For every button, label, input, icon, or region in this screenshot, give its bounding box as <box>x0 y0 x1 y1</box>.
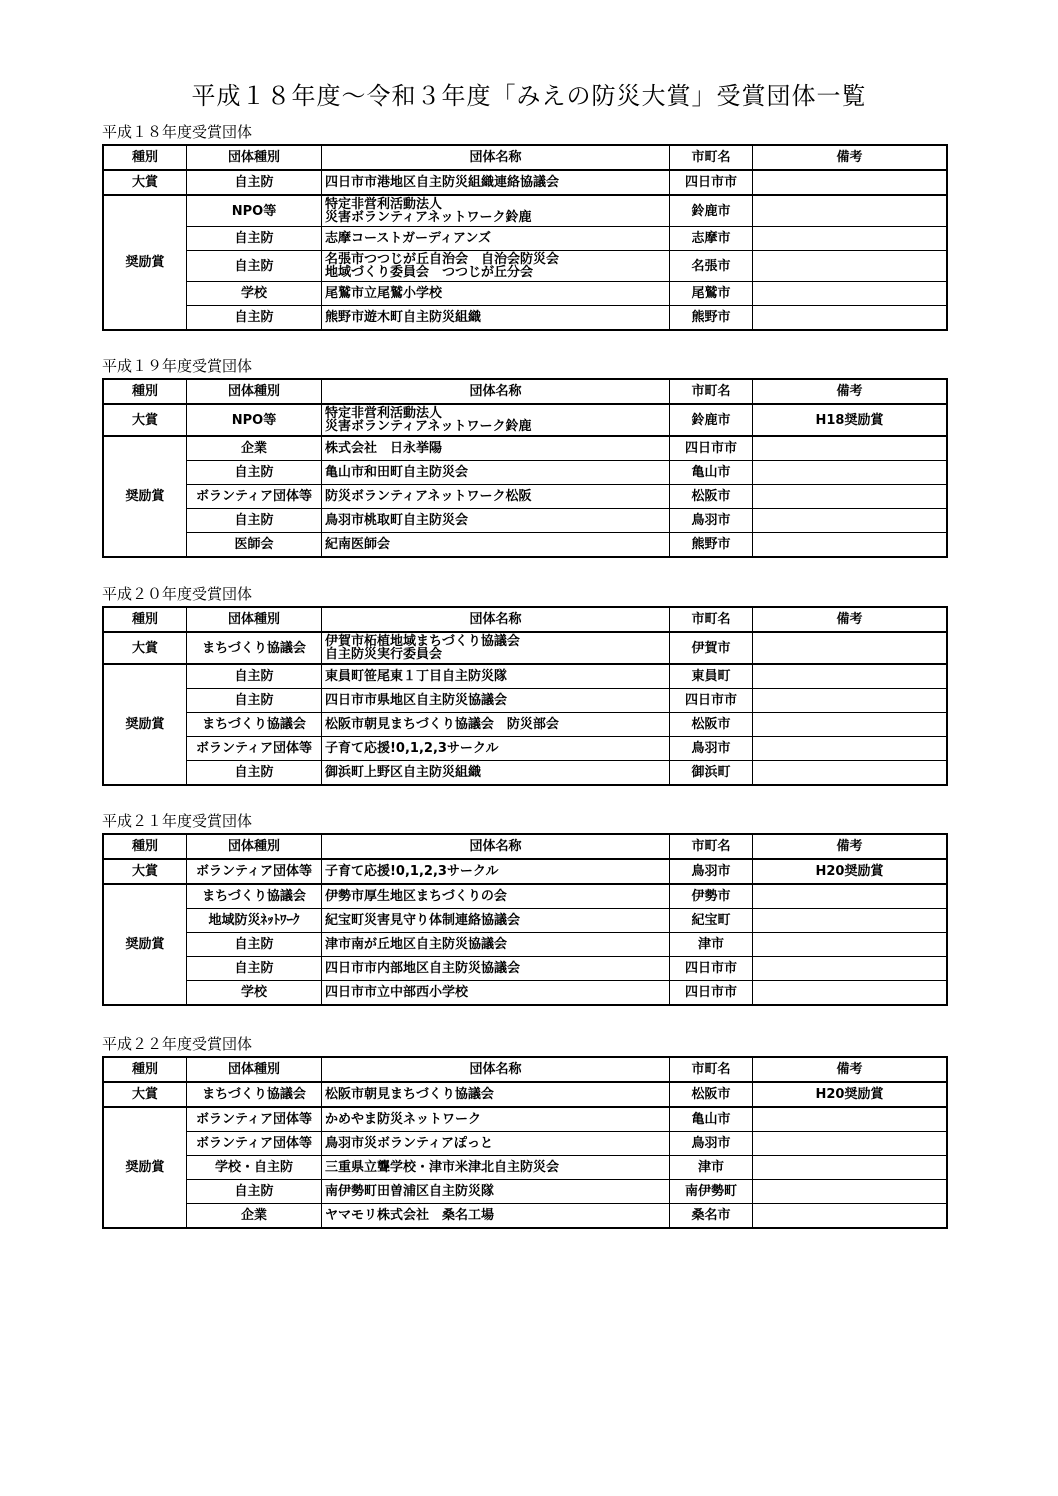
encouragement-row <box>103 282 947 306</box>
city-cell: 伊勢市 <box>670 884 753 909</box>
org-name-line: ヤマモリ株式会社 桑名工場 <box>325 1208 495 1223</box>
note-cell <box>753 884 948 909</box>
city-cell: 鈴鹿市 <box>670 195 753 227</box>
org-name-line: 御浜町上野区自主防災組織 <box>325 765 482 780</box>
city-cell: 四日市市 <box>670 170 753 195</box>
column-header: 備考 <box>753 145 948 170</box>
org-name-line: 三重県立聾学校・津市米津北自主防災会 <box>325 1160 560 1175</box>
note-cell <box>753 509 948 533</box>
note-cell <box>753 461 948 485</box>
encouragement-row <box>103 251 947 282</box>
encouragement-row <box>103 981 947 1006</box>
org-name-line: 鳥羽市桃取町自主防災会 <box>325 513 469 528</box>
org-name-cell <box>322 933 670 957</box>
note-cell <box>753 1156 948 1180</box>
org-name-cell <box>322 282 670 306</box>
org-name-line: 東員町笹尾東１丁目自主防災隊 <box>325 669 508 684</box>
org-name-cell <box>322 1082 670 1107</box>
column-header: 団体種別 <box>187 607 322 632</box>
city-cell: 鈴鹿市 <box>670 404 753 436</box>
org-name-cell <box>322 1132 670 1156</box>
org-name-cell <box>322 404 670 436</box>
column-header: 備考 <box>753 607 948 632</box>
header-row <box>103 379 947 404</box>
org-name-line: 亀山市和田町自主防災会 <box>325 465 469 480</box>
org-type-cell: 学校 <box>187 981 322 1006</box>
city-cell: 鳥羽市 <box>670 737 753 761</box>
column-header: 団体種別 <box>187 1057 322 1082</box>
org-name-line: 特定非営利活動法人 <box>325 406 443 421</box>
note-cell <box>753 713 948 737</box>
encouragement-row <box>103 1132 947 1156</box>
note-cell <box>753 761 948 786</box>
org-name-line: 鳥羽市災ボランティアぽっと <box>325 1136 493 1151</box>
column-header: 市町名 <box>670 145 753 170</box>
award-kind-cell: 大賞 <box>103 404 187 436</box>
org-name-line: 子育て応援!0,1,2,3サークル <box>325 864 499 879</box>
note-cell: H18奨励賞 <box>753 404 948 436</box>
encouragement-row <box>103 664 947 689</box>
org-type-cell: 学校・自主防 <box>187 1156 322 1180</box>
org-type-cell: ボランティア団体等 <box>187 737 322 761</box>
award-section <box>102 356 948 558</box>
org-name-cell <box>322 664 670 689</box>
org-type-cell: 地域防災ﾈｯﾄﾜｰｸ <box>187 909 322 933</box>
encouragement-row <box>103 1156 947 1180</box>
encouragement-row <box>103 195 947 227</box>
note-cell <box>753 909 948 933</box>
org-type-cell: 自主防 <box>187 306 322 331</box>
note-cell <box>753 170 948 195</box>
award-kind-cell: 奨励賞 <box>103 436 187 557</box>
org-type-cell: 自主防 <box>187 170 322 195</box>
org-name-line: 防災ボランティアネットワーク松阪 <box>325 489 532 504</box>
city-cell: 東員町 <box>670 664 753 689</box>
column-header: 団体種別 <box>187 834 322 859</box>
encouragement-row <box>103 1107 947 1132</box>
column-header: 団体名称 <box>322 145 670 170</box>
city-cell: 松阪市 <box>670 1082 753 1107</box>
grand-prize-row <box>103 859 947 884</box>
org-name-cell <box>322 485 670 509</box>
org-type-cell: 自主防 <box>187 1180 322 1204</box>
column-header: 市町名 <box>670 379 753 404</box>
org-name-cell <box>322 509 670 533</box>
org-name-line: 四日市市県地区自主防災協議会 <box>325 693 508 708</box>
note-cell <box>753 251 948 282</box>
award-kind-cell: 奨励賞 <box>103 884 187 1005</box>
city-cell: 紀宝町 <box>670 909 753 933</box>
org-name-line: かめやま防災ネットワーク <box>325 1112 482 1127</box>
city-cell: 南伊勢町 <box>670 1180 753 1204</box>
org-name-cell <box>322 632 670 664</box>
org-name-line: 伊賀市柘植地域まちづくり協議会 <box>325 634 520 649</box>
org-name-cell <box>322 737 670 761</box>
page-title: 平成１８年度～令和３年度「みえの防災大賞」受賞団体一覧 <box>191 82 867 110</box>
org-name-line: 名張市つつじが丘自治会 自治会防災会 <box>325 252 560 267</box>
encouragement-row <box>103 689 947 713</box>
encouragement-row <box>103 909 947 933</box>
award-section <box>102 811 948 1006</box>
org-name-cell <box>322 227 670 251</box>
org-name-cell <box>322 1107 670 1132</box>
org-name-cell <box>322 981 670 1006</box>
city-cell: 四日市市 <box>670 689 753 713</box>
note-cell <box>753 485 948 509</box>
org-type-cell: 学校 <box>187 282 322 306</box>
org-type-cell: NPO等 <box>187 195 322 227</box>
org-name-cell <box>322 761 670 786</box>
org-name-line: 災害ボランティアネットワーク鈴鹿 <box>325 210 532 225</box>
org-type-cell: 自主防 <box>187 761 322 786</box>
note-cell <box>753 306 948 331</box>
encouragement-row <box>103 761 947 786</box>
encouragement-row <box>103 957 947 981</box>
award-section <box>102 584 948 786</box>
award-kind-cell: 大賞 <box>103 1082 187 1107</box>
city-cell: 四日市市 <box>670 981 753 1006</box>
encouragement-row <box>103 306 947 331</box>
org-type-cell: 自主防 <box>187 461 322 485</box>
org-type-cell: まちづくり協議会 <box>187 884 322 909</box>
note-cell <box>753 1107 948 1132</box>
org-name-line: 四日市市内部地区自主防災協議会 <box>325 961 521 976</box>
encouragement-row <box>103 737 947 761</box>
org-name-line: 松阪市朝見まちづくり協議会 <box>325 1087 494 1102</box>
org-name-cell <box>322 884 670 909</box>
column-header: 市町名 <box>670 607 753 632</box>
org-name-cell <box>322 689 670 713</box>
column-header: 団体種別 <box>187 379 322 404</box>
column-header: 団体名称 <box>322 379 670 404</box>
org-type-cell: 企業 <box>187 436 322 461</box>
note-cell <box>753 282 948 306</box>
org-type-cell: まちづくり協議会 <box>187 1082 322 1107</box>
note-cell: H20奨励賞 <box>753 859 948 884</box>
org-name-line: 松阪市朝見まちづくり協議会 防災部会 <box>325 717 559 732</box>
city-cell: 鳥羽市 <box>670 859 753 884</box>
grand-prize-row <box>103 632 947 664</box>
org-type-cell: ボランティア団体等 <box>187 485 322 509</box>
column-header: 種別 <box>103 607 187 632</box>
org-name-line: 子育て応援!0,1,2,3サークル <box>325 741 499 756</box>
column-header: 団体名称 <box>322 607 670 632</box>
award-kind-cell: 大賞 <box>103 859 187 884</box>
org-name-cell <box>322 251 670 282</box>
org-name-cell <box>322 1180 670 1204</box>
note-cell <box>753 933 948 957</box>
note-cell <box>753 227 948 251</box>
encouragement-row <box>103 461 947 485</box>
org-name-line: 熊野市遊木町自主防災組織 <box>325 310 482 325</box>
encouragement-row <box>103 509 947 533</box>
column-header: 種別 <box>103 1057 187 1082</box>
section-heading: 平成２０年度受賞団体 <box>102 585 253 603</box>
column-header: 団体名称 <box>322 1057 670 1082</box>
city-cell: 松阪市 <box>670 713 753 737</box>
award-table <box>102 144 948 331</box>
note-cell: H20奨励賞 <box>753 1082 948 1107</box>
column-header: 備考 <box>753 379 948 404</box>
award-kind-cell: 大賞 <box>103 170 187 195</box>
award-section <box>102 122 948 331</box>
org-name-line: 志摩コーストガーディアンズ <box>325 231 492 246</box>
grand-prize-row <box>103 170 947 195</box>
column-header: 種別 <box>103 834 187 859</box>
org-name-cell <box>322 306 670 331</box>
encouragement-row <box>103 227 947 251</box>
award-kind-cell: 奨励賞 <box>103 195 187 330</box>
grand-prize-row <box>103 1082 947 1107</box>
org-type-cell: 自主防 <box>187 664 322 689</box>
column-header: 市町名 <box>670 1057 753 1082</box>
section-heading: 平成２２年度受賞団体 <box>102 1035 253 1053</box>
org-name-line: 伊勢市厚生地区まちづくりの会 <box>325 889 507 904</box>
org-name-line: 地域づくり委員会 つつじが丘分会 <box>325 265 534 280</box>
org-type-cell: 自主防 <box>187 933 322 957</box>
org-name-line: 株式会社 日永挙陽 <box>325 441 443 456</box>
encouragement-row <box>103 1180 947 1204</box>
org-name-cell <box>322 461 670 485</box>
org-type-cell: 自主防 <box>187 689 322 713</box>
org-type-cell: NPO等 <box>187 404 322 436</box>
city-cell: 志摩市 <box>670 227 753 251</box>
org-name-line: 尾鷲市立尾鷲小学校 <box>325 286 443 301</box>
org-name-cell <box>322 909 670 933</box>
city-cell: 桑名市 <box>670 1204 753 1229</box>
header-row <box>103 834 947 859</box>
org-name-line: 災害ボランティアネットワーク鈴鹿 <box>325 419 532 434</box>
org-type-cell: ボランティア団体等 <box>187 859 322 884</box>
org-type-cell: ボランティア団体等 <box>187 1132 322 1156</box>
encouragement-row <box>103 933 947 957</box>
encouragement-row <box>103 533 947 558</box>
org-name-cell <box>322 436 670 461</box>
note-cell <box>753 689 948 713</box>
org-name-line: 四日市市立中部西小学校 <box>325 985 469 1000</box>
column-header: 備考 <box>753 1057 948 1082</box>
note-cell <box>753 632 948 664</box>
org-name-cell <box>322 1156 670 1180</box>
note-cell <box>753 1180 948 1204</box>
city-cell: 亀山市 <box>670 461 753 485</box>
city-cell: 津市 <box>670 933 753 957</box>
city-cell: 鳥羽市 <box>670 509 753 533</box>
org-type-cell: 医師会 <box>187 533 322 558</box>
award-kind-cell: 大賞 <box>103 632 187 664</box>
city-cell: 四日市市 <box>670 957 753 981</box>
encouragement-row <box>103 436 947 461</box>
note-cell <box>753 436 948 461</box>
org-name-line: 南伊勢町田曽浦区自主防災隊 <box>325 1184 495 1199</box>
header-row <box>103 607 947 632</box>
encouragement-row <box>103 485 947 509</box>
org-name-line: 特定非営利活動法人 <box>325 197 443 212</box>
org-type-cell: 自主防 <box>187 227 322 251</box>
org-name-cell <box>322 1204 670 1229</box>
org-type-cell: まちづくり協議会 <box>187 632 322 664</box>
org-name-cell <box>322 170 670 195</box>
city-cell: 亀山市 <box>670 1107 753 1132</box>
city-cell: 鳥羽市 <box>670 1132 753 1156</box>
column-header: 種別 <box>103 379 187 404</box>
note-cell <box>753 957 948 981</box>
award-kind-cell: 奨励賞 <box>103 664 187 785</box>
column-header: 種別 <box>103 145 187 170</box>
org-name-cell <box>322 533 670 558</box>
org-name-cell <box>322 859 670 884</box>
city-cell: 松阪市 <box>670 485 753 509</box>
section-heading: 平成１８年度受賞団体 <box>102 123 253 141</box>
encouragement-row <box>103 884 947 909</box>
section-heading: 平成１９年度受賞団体 <box>102 357 253 375</box>
org-name-line: 紀宝町災害見守り体制連絡協議会 <box>325 913 521 928</box>
note-cell <box>753 533 948 558</box>
org-type-cell: 自主防 <box>187 957 322 981</box>
note-cell <box>753 1132 948 1156</box>
org-type-cell: まちづくり協議会 <box>187 713 322 737</box>
org-type-cell: 自主防 <box>187 251 322 282</box>
city-cell: 名張市 <box>670 251 753 282</box>
header-row <box>103 145 947 170</box>
award-table <box>102 378 948 558</box>
award-table <box>102 833 948 1006</box>
city-cell: 御浜町 <box>670 761 753 786</box>
award-section <box>102 1034 948 1229</box>
column-header: 市町名 <box>670 834 753 859</box>
org-name-cell <box>322 957 670 981</box>
org-type-cell: 企業 <box>187 1204 322 1229</box>
org-name-cell <box>322 713 670 737</box>
org-type-cell: 自主防 <box>187 509 322 533</box>
note-cell <box>753 664 948 689</box>
city-cell: 熊野市 <box>670 306 753 331</box>
city-cell: 熊野市 <box>670 533 753 558</box>
note-cell <box>753 981 948 1006</box>
org-name-line: 紀南医師会 <box>325 537 391 552</box>
header-row <box>103 1057 947 1082</box>
note-cell <box>753 737 948 761</box>
city-cell: 四日市市 <box>670 436 753 461</box>
award-table <box>102 606 948 786</box>
org-name-line: 津市南が丘地区自主防災協議会 <box>325 937 508 952</box>
award-kind-cell: 奨励賞 <box>103 1107 187 1228</box>
section-heading: 平成２１年度受賞団体 <box>102 812 253 830</box>
city-cell: 津市 <box>670 1156 753 1180</box>
encouragement-row <box>103 1204 947 1229</box>
city-cell: 伊賀市 <box>670 632 753 664</box>
org-name-line: 自主防災実行委員会 <box>325 647 443 662</box>
city-cell: 尾鷲市 <box>670 282 753 306</box>
encouragement-row <box>103 713 947 737</box>
grand-prize-row <box>103 404 947 436</box>
note-cell <box>753 195 948 227</box>
org-name-line: 四日市市港地区自主防災組織連絡協議会 <box>325 175 560 190</box>
award-table <box>102 1056 948 1229</box>
note-cell <box>753 1204 948 1229</box>
org-type-cell: ボランティア団体等 <box>187 1107 322 1132</box>
column-header: 備考 <box>753 834 948 859</box>
column-header: 団体種別 <box>187 145 322 170</box>
column-header: 団体名称 <box>322 834 670 859</box>
org-name-cell <box>322 195 670 227</box>
